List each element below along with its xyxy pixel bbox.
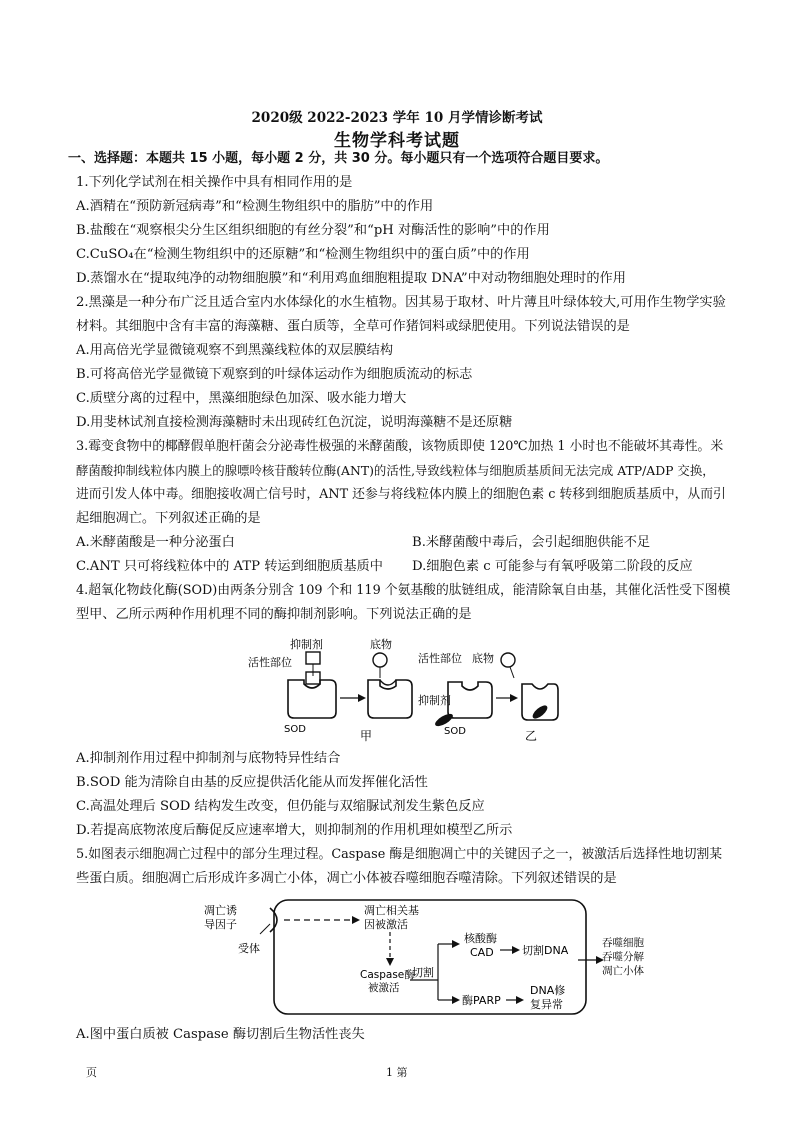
fig-b-substrate-arrow [510,667,514,678]
q1-option-a: A.酒精在“预防新冠病毒”和“检测生物组织中的脂肪”中的作用 [76,199,434,214]
caspase-label-1: Caspase酶 [360,969,415,981]
q3-option-d: D.细胞色素 c 可能参与有氧呼吸第二阶段的反应 [412,559,693,574]
nuclease-label-1: 核酸酶 [464,932,497,945]
cut-dna-label: 切割DNA [522,944,569,957]
enzyme-inhibition-svg [240,632,560,744]
q2-stem-line2: 材料。其细胞中含有丰富的海藻糖、蛋白质等，全草可作猪饲料或绿肥使用。下列说法错误的是 [76,319,630,334]
fig-b-process-arrowhead [510,694,518,702]
fig-a-model-label: 甲 [360,729,373,743]
fig-a-active-site-label: 活性部位 [248,656,292,669]
signal-arrowhead [352,916,360,924]
phago-label-2: 吞噬分解 [602,951,644,963]
phago-label-3: 凋亡小体 [602,965,644,977]
q2-option-c: C.质壁分离的过程中，黑藻细胞绿色加深、吸水能力增大 [76,391,407,406]
fig-a-inhibitor-label: 抑制剂 [290,638,323,651]
q3-stem-line4: 起细胞凋亡。下列叙述正确的是 [76,511,261,526]
caspase-label-2: 被激活 [368,982,400,994]
parp-arrowhead [516,996,524,1004]
q4-stem-line1: 4.超氧化物歧化酶(SOD)由两条分别含 109 个和 119 个氨基酸的肽链组成，能清除氧自由基，其催化活性受下图模 [76,583,731,598]
q4-stem-line2: 型甲、乙所示两种作用机理不同的酶抑制剂影响。下列说法正确的是 [76,607,472,622]
apoptosis-figure [200,894,650,1020]
q2-option-a: A.用高倍光学显微镜观察不到黑藻线粒体的双层膜结构 [76,343,394,358]
fig-b-sod-label: SOD [444,726,466,737]
fig-a-sod-blocked [368,680,412,718]
fig-a-process-arrowhead [358,694,366,702]
fig-a-substrate-shape [373,653,387,667]
repair-label-1: DNA修 [530,984,566,997]
fig-b-substrate-shape [501,653,515,667]
branch-bottom-arrowhead [452,996,460,1004]
fig-a-inhibitor-in-site [380,680,396,685]
q1-option-d: D.蒸馏水在“提取纯净的动物细胞膜”和“利用鸡血细胞粗提取 DNA”中对动物细胞处理时的作用 [76,271,626,286]
exam-header: 2020级 2022-2023 学年 10 月学情诊断考试 [251,110,543,126]
exam-title: 生物学科考试题 [334,131,460,151]
fig-a-sod-shape [288,680,336,718]
inducer-label-1: 凋亡诱 [204,904,237,917]
section-heading: 一、选择题：本题共 15 小题，每小题 2 分，共 30 分。每小题只有一个选项符合题目要求。 [68,151,609,166]
q3-stem-line2: 酵菌酸抑制线粒体内膜上的腺嘌呤核苷酸转位酶(ANT)的活性,导致线粒体与细胞质基质间无法完成 ATP/ADP 交换， [76,463,715,478]
q2-option-d: D.用斐林试剂直接检测海藻糖时未出现砖红色沉淀，说明海藻糖不是还原糖 [76,415,513,430]
fig-b-substrate-label: 底物 [472,652,494,665]
cut-label: 切割 [412,966,434,979]
q2-option-b: B.可将高倍光学显微镜下观察到的叶绿体运动作为细胞质流动的标志 [76,367,473,382]
apoptosis-svg [200,894,650,1020]
q5-stem-line2: 些蛋白质。细胞凋亡后形成许多凋亡小体，凋亡小体被吞噬细胞吞噬清除。下列叙述错误的是 [76,871,617,886]
fig-b-inhibitor-label: 抑制剂 [418,694,451,707]
q4-option-b: B.SOD 能为清除自由基的反应提供活化能从而发挥催化活性 [76,775,428,790]
q3-option-c: C.ANT 只可将线粒体中的 ATP 转运到细胞质基质中 [76,559,383,574]
q3-option-a: A.米酵菌酸是一种分泌蛋白 [76,535,235,550]
q3-stem-line1: 3.霉变食物中的椰酵假单胞杆菌会分泌毒性极强的米酵菌酸，该物质即使 120℃加热 1 小时也不能破坏其毒性。米 [76,439,724,454]
q2-stem-line1: 2.黑藻是一种分布广泛且适合室内水体绿化的水生植物。因其易于取材、叶片薄且叶绿体较大,可用作生物学实验 [76,295,726,310]
fig-b-inhibitor-bound [531,703,550,721]
gene-label-1: 凋亡相关基 [364,904,419,917]
receptor-label: 受体 [238,942,260,955]
cad-arrowhead [512,946,520,954]
nuclease-label-2: CAD [470,946,494,959]
q4-option-d: D.若提高底物浓度后酶促反应速率增大，则抑制剂的作用机理如模型乙所示 [76,823,513,838]
q1-option-b: B.盐酸在“观察根尖分生区组织细胞的有丝分裂”和“pH 对酶活性的影响”中的作用 [76,223,550,238]
gene-to-caspase-arrowhead [386,958,394,966]
inducer-label-2: 导因子 [204,918,237,931]
fig-a-substrate-label: 底物 [370,638,392,651]
branch-top-arrowhead [452,940,460,948]
q5-stem-line1: 5.如图表示细胞凋亡过程中的部分生理过程。Caspase 酶是细胞凋亡中的关键因子之一，被激活后选择性地切割某 [76,847,723,862]
q1-stem: 1.下列化学试剂在相关操作中具有相同作用的是 [76,175,353,190]
fig-a-inhibitor-shape [306,652,320,664]
q1-option-c: C.CuSO₄在“检测生物组织中的还原糖”和“检测生物组织中的蛋白质”中的作用 [76,247,530,262]
q3-stem-line3: 进而引发人体中毒。细胞接收凋亡信号时，ANT 还参与将线粒体内膜上的细胞色素 c 转移到细胞质基质中，从而引 [76,487,726,502]
repair-label-2: 复异常 [530,998,563,1011]
fig-b-model-label: 乙 [525,729,538,743]
fig-b-sod-shape [448,682,492,718]
receptor-pointer [260,924,270,934]
q4-option-a: A.抑制剂作用过程中抑制剂与底物特异性结合 [76,751,341,766]
q3-option-b: B.米酵菌酸中毒后，会引起细胞供能不足 [412,535,651,550]
phago-label-1: 吞噬细胞 [602,937,644,949]
footer-page-number: 1 第 [386,1066,408,1079]
gene-label-2: 因被激活 [364,918,408,931]
fig-b-active-site-label: 活性部位 [418,652,462,665]
q4-option-c: C.高温处理后 SOD 结构发生改变，但仍能与双缩脲试剂发生紫色反应 [76,799,485,814]
fig-a-sod-label: SOD [284,724,306,735]
parp-label: 酶PARP [462,994,501,1007]
footer-left: 页 [86,1066,97,1079]
enzyme-inhibition-figure [240,632,560,744]
q5-option-a: A.图中蛋白质被 Caspase 酶切割后生物活性丧失 [76,1027,365,1042]
